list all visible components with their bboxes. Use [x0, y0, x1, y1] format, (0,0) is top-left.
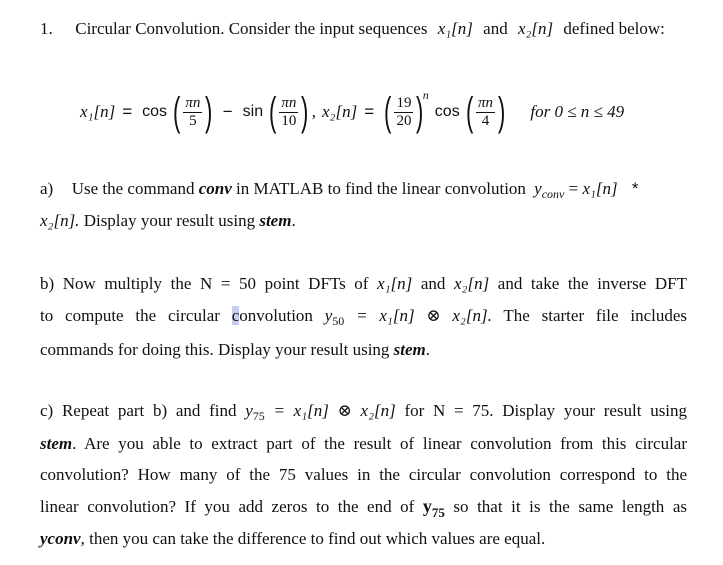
y75-bold-subscript: 75 [431, 505, 445, 520]
y75-symbol: y [245, 401, 253, 420]
word: compute [65, 306, 124, 325]
frac-19-over-20 [394, 95, 413, 130]
paren-open-icon: ( [465, 90, 474, 134]
eq-range: for 0 ≤ n ≤ 49 [530, 102, 625, 121]
eq-minus: − [222, 102, 233, 121]
y75-bold-symbol: y [422, 496, 432, 516]
text-cursor-highlight[interactable]: c [231, 306, 240, 325]
eq-cos-2: cos [434, 103, 460, 120]
part-c-line3 [40, 464, 687, 486]
part-c-line2 [40, 433, 687, 455]
frac-pi-n-over-4 [476, 95, 495, 130]
part-a-line2 [40, 210, 296, 232]
y-conv-subscript: conv [541, 187, 565, 201]
word: the [135, 306, 157, 325]
frac-den: 20 [396, 112, 412, 129]
part-c-text: , then you can take the difference to find out which values are equal. [80, 529, 546, 548]
part-a-x1: x₁[n] [582, 179, 618, 198]
stem-command: stem [393, 340, 426, 359]
defined-text: defined below: [563, 19, 665, 38]
frac-pi-n-over-5 [183, 95, 202, 130]
part-a-text: Use the command [71, 179, 195, 198]
part-a-text: in MATLAB to find the linear convolution [236, 179, 526, 198]
y-conv-symbol: y [534, 179, 542, 198]
y75-subscript: 75 [252, 409, 265, 423]
part-c-text: so that it is the same length as [453, 497, 687, 516]
part-c-line4 [40, 495, 687, 524]
eq-comma: , [311, 102, 317, 121]
part-a-dot: . [291, 211, 296, 230]
word: to [40, 306, 54, 325]
eq-equals-1: = [122, 102, 133, 121]
part-c-text: convolution? How many of the 75 values in the circular convolution correspond to the [40, 465, 687, 484]
frac-den: 4 [481, 112, 490, 129]
part-b-label: b) [40, 274, 55, 293]
part-b-line3 [40, 339, 430, 361]
part-c-expression: = x₁[n] ⊗ x₂[n] [273, 401, 396, 420]
paren-close-icon: ) [301, 90, 309, 134]
x1-symbol: x₁[n] [437, 19, 473, 38]
part-b-expression: = x₁[n] ⊗ x₂[n]. [356, 306, 492, 325]
frac-num: πn [185, 94, 201, 111]
part-b-x1: x₁[n] [377, 274, 413, 293]
paren-close-icon: ) [416, 90, 424, 134]
problem-header [40, 18, 665, 40]
part-c-text: . Are you able to extract part of the result of linear convolution from this circular [72, 434, 687, 453]
part-a-equals: = [568, 179, 579, 198]
word: onvolution [239, 306, 313, 325]
paren-open-icon: ( [269, 90, 277, 134]
stem-command: stem [259, 211, 292, 230]
part-a-text: Display your result using [83, 211, 256, 230]
frac-den: 10 [281, 112, 297, 129]
part-b-line2 [40, 305, 687, 332]
convolution-star: * [631, 179, 639, 198]
frac-num: 19 [396, 94, 412, 111]
paren-close-icon: ) [205, 90, 213, 134]
frac-num: πn [478, 94, 494, 111]
part-b-and: and [420, 274, 446, 293]
part-b-x2: x₂[n] [454, 274, 490, 293]
part-c-text: Repeat part b) and find [61, 401, 237, 420]
eq-exponent-n: n [422, 88, 429, 102]
part-b-text: Now multiply the N = 50 point DFTs of [62, 274, 369, 293]
problem-title: Circular Convolution. Consider the input sequences [75, 19, 428, 38]
frac-den: 5 [189, 112, 197, 129]
eq-sin: sin [242, 103, 264, 120]
part-b-text: commands for doing this. Display your result using [40, 340, 390, 359]
definition-equation [80, 86, 624, 138]
yconv-bold: yconv [40, 529, 81, 548]
paren-open-icon: ( [384, 90, 392, 134]
and-text: and [483, 19, 508, 38]
part-a-line1 [40, 178, 690, 205]
x2-symbol: x₂[n] [517, 19, 554, 38]
part-c-label: c) [40, 401, 54, 420]
part-b-dot: . [425, 340, 431, 359]
part-c-line5 [40, 528, 545, 550]
eq-x2-lhs: x₂[n] [322, 102, 358, 121]
y50-symbol: y [324, 306, 333, 325]
part-c-text: for N = 75. Display your result using [404, 401, 688, 420]
y50-subscript: 50 [332, 314, 345, 328]
eq-cos-1: cos [142, 103, 168, 120]
part-a-x2: x₂[n]. [40, 211, 80, 230]
word: circular [168, 306, 220, 325]
paren-close-icon: ) [498, 90, 506, 134]
paren-open-icon: ( [173, 90, 181, 134]
conv-command: conv [198, 179, 232, 198]
part-c-text: linear convolution? If you add zeros to the end of [40, 497, 415, 516]
part-b-line1 [40, 273, 687, 295]
stem-command: stem [40, 434, 73, 453]
part-b-text: The starter file includes [503, 306, 688, 325]
part-b-text: and take the inverse DFT [497, 274, 687, 293]
part-c-line1 [40, 400, 687, 427]
problem-number: 1. [40, 19, 53, 38]
eq-equals-2: = [364, 102, 375, 121]
part-a-label: a) [40, 179, 54, 198]
eq-x1-lhs: x₁[n] [80, 102, 116, 121]
frac-pi-n-over-10 [279, 95, 298, 130]
frac-num: πn [281, 94, 297, 111]
